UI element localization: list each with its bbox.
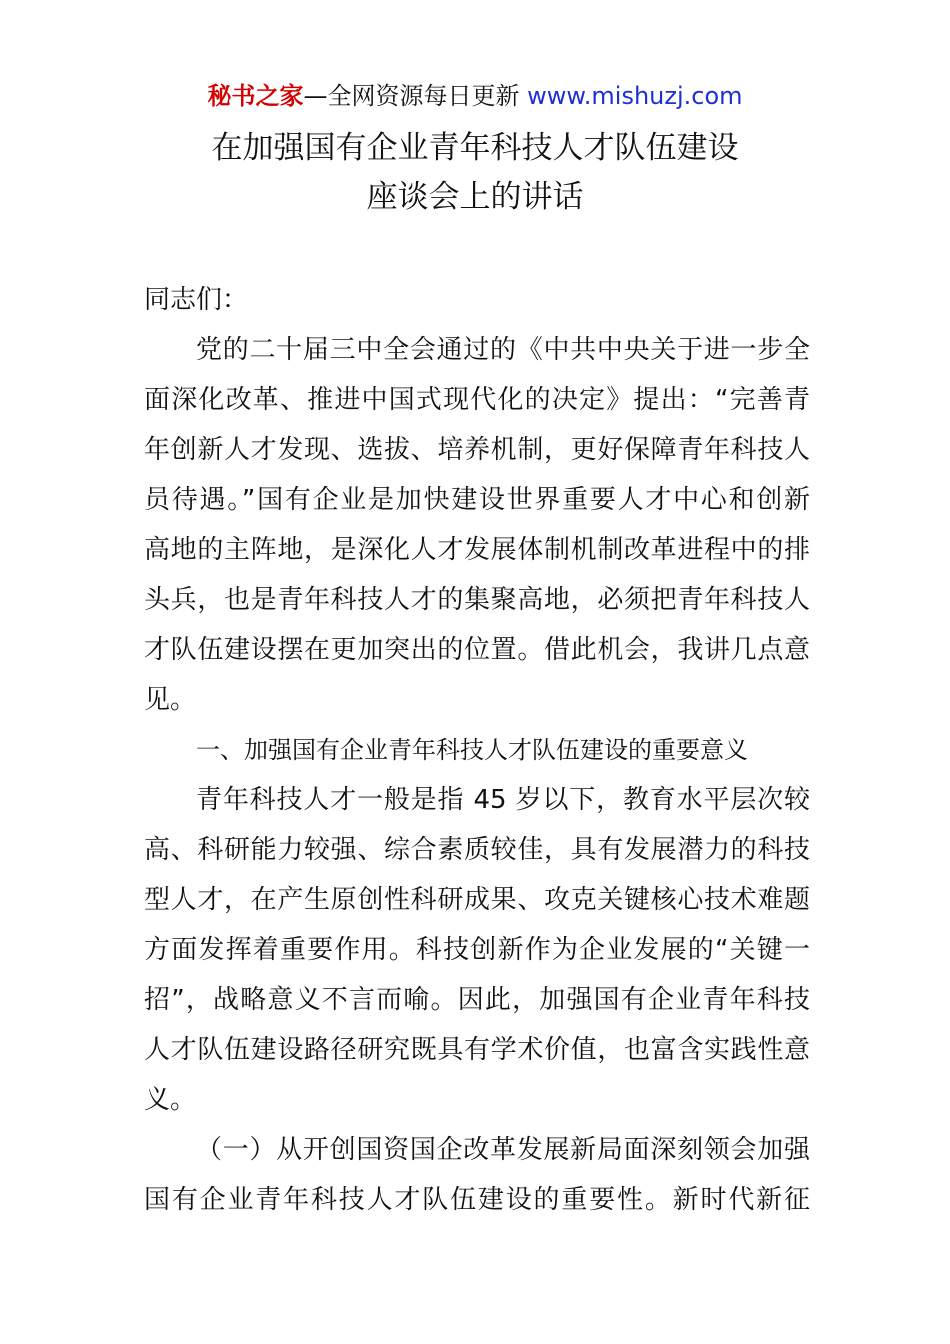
- text-line: 人才队伍建设路径研究既具有学术价值，也富含实践性意: [144, 1035, 810, 1065]
- site-url-link[interactable]: www.mishuzj.com: [527, 82, 743, 110]
- text-line: （一）从开创国资国企改革发展新局面深刻领会加强: [196, 1135, 810, 1165]
- text-line: 方面发挥着重要作用。科技创新作为企业发展的“关键一: [144, 935, 810, 965]
- text-line: 义。: [144, 1085, 197, 1115]
- text-line: 员待遇。”国有企业是加快建设世界重要人才中心和创新: [144, 485, 810, 515]
- document-title-line-1: 在加强国有企业青年科技人才队伍建设: [211, 130, 739, 166]
- text-line: 党的二十届三中全会通过的《中共中央关于进一步全: [196, 335, 810, 365]
- text-line: 招”，战略意义不言而喻。因此，加强国有企业青年科技: [144, 985, 810, 1015]
- brand-name: 秘书之家: [207, 82, 304, 110]
- site-header: [0, 78, 950, 114]
- section-heading: 一、加强国有企业青年科技人才队伍建设的重要意义: [196, 736, 748, 764]
- document-title-line-2: 座谈会上的讲话: [366, 179, 584, 215]
- text-line: 青年科技人才一般是指 45 岁以下，教育水平层次较: [196, 785, 810, 815]
- text-line: 型人才，在产生原创性科研成果、攻克关键核心技术难题: [144, 885, 810, 915]
- paragraph-subsection-1: [144, 1125, 810, 1225]
- text-line: 见。: [144, 685, 197, 715]
- text-line: 年创新人才发现、选拔、培养机制，更好保障青年科技人: [144, 435, 810, 465]
- paragraph-significance: [144, 775, 810, 1125]
- text-line: 国有企业青年科技人才队伍建设的重要性。新时代新征: [144, 1185, 810, 1215]
- header-tagline: —全网资源每日更新: [303, 82, 528, 110]
- salutation: 同志们：: [144, 285, 249, 315]
- text-line: 头兵，也是青年科技人才的集聚高地，必须把青年科技人: [144, 585, 810, 615]
- text-line: 高地的主阵地，是深化人才发展体制机制改革进程中的排: [144, 535, 810, 565]
- paragraph-intro: [144, 325, 810, 725]
- text-line: 高、科研能力较强、综合素质较佳，具有发展潜力的科技: [144, 835, 810, 865]
- text-line: 面深化改革、推进中国式现代化的决定》提出：“完善青: [144, 385, 810, 415]
- text-line: 才队伍建设摆在更加突出的位置。借此机会，我讲几点意: [144, 635, 810, 665]
- document-body: [144, 275, 810, 1225]
